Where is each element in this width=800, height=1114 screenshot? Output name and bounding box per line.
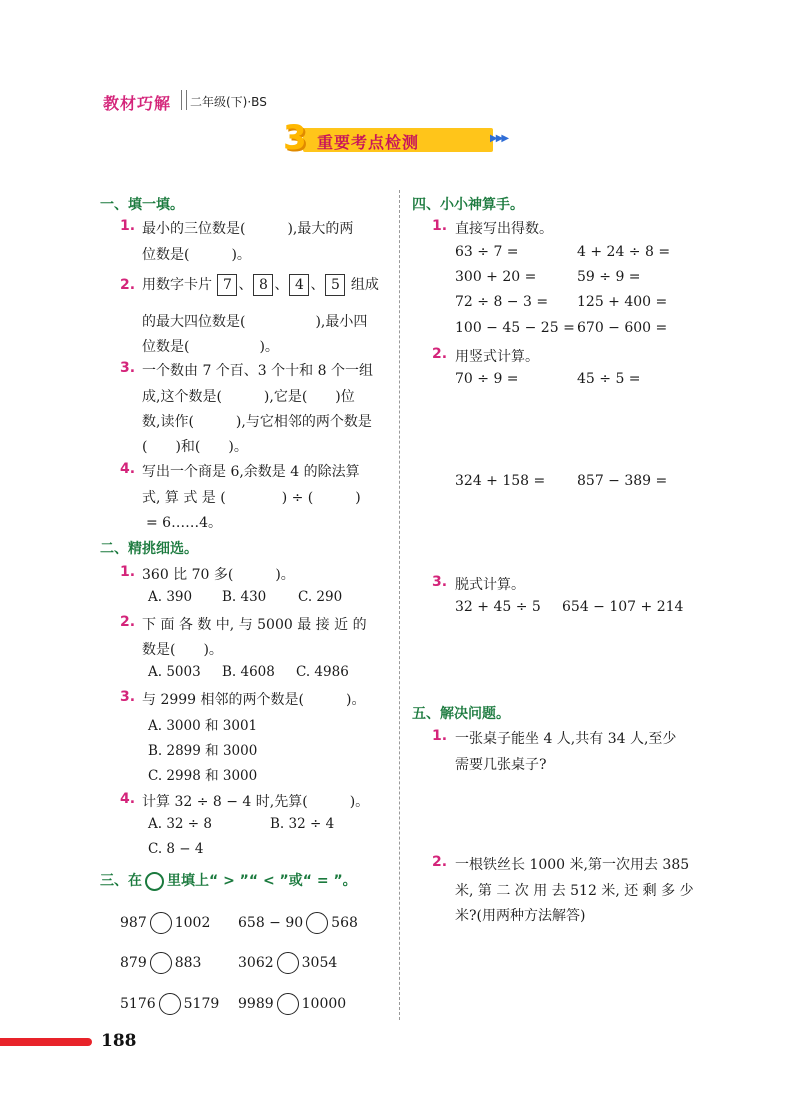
question-text: 需要几张桌子?	[455, 757, 547, 773]
number-card: 8	[253, 274, 273, 296]
option: C. 2998 和 3000	[148, 768, 258, 784]
equation: 4 + 24 ÷ 8 =	[577, 244, 671, 260]
question-text	[142, 274, 379, 296]
question-text: 写出一个商是 6,余数是 4 的除法算	[142, 464, 360, 480]
question-text: 成,这个数是( ),它是( )位	[142, 389, 355, 405]
question-text: 米?(用两种方法解答)	[455, 908, 586, 924]
question-number: 2.	[432, 346, 448, 362]
separator: 、	[238, 277, 253, 293]
question-number: 3.	[432, 574, 448, 590]
question-text: 与 2999 相邻的两个数是( )。	[142, 692, 366, 708]
option: B. 4608	[222, 664, 275, 680]
arrow-icon: ▶▶▶	[490, 133, 508, 144]
circle-icon	[145, 872, 164, 891]
question-text: 数是( )。	[142, 642, 223, 658]
compare-right: 3054	[301, 955, 338, 971]
number-card: 4	[289, 274, 309, 296]
question-number: 3.	[120, 689, 136, 705]
section-banner	[283, 118, 523, 158]
question-text-a: 用数字卡片	[142, 277, 212, 293]
question-text: 脱式计算。	[455, 577, 525, 593]
separator: 、	[310, 277, 325, 293]
compare-left: 9989	[238, 996, 274, 1012]
compare-item	[120, 912, 210, 934]
compare-item	[120, 952, 201, 974]
grade-label: 二年级(下)·BS	[190, 95, 267, 109]
compare-right: 5179	[183, 996, 220, 1012]
question-text: 数,读作( ),与它相邻的两个数是	[142, 414, 372, 430]
compare-item	[238, 993, 346, 1015]
question-number: 4.	[120, 461, 136, 477]
option: C. 4986	[296, 664, 349, 680]
option: B. 32 ÷ 4	[270, 816, 335, 832]
section-title-part: 三、在	[100, 873, 142, 889]
option: B. 430	[222, 589, 267, 605]
section-title-part: 里填上“ > ”“ < ”或“ = ”。	[167, 873, 357, 889]
question-number: 4.	[120, 791, 136, 807]
banner-title: 重要考点检测	[317, 133, 420, 152]
compare-right: 1002	[174, 915, 211, 931]
section-title-calc: 四、小小神算手。	[412, 197, 524, 213]
compare-left: 658 − 90	[238, 915, 304, 931]
answer-circle[interactable]	[159, 993, 181, 1015]
equation: 63 ÷ 7 =	[455, 244, 519, 260]
question-text: 计算 32 ÷ 8 − 4 时,先算( )。	[142, 794, 370, 810]
compare-left: 5176	[120, 996, 156, 1012]
section-title-compare	[100, 870, 357, 891]
question-number: 2.	[120, 277, 136, 293]
option: C. 290	[298, 589, 343, 605]
compare-right: 568	[331, 915, 358, 931]
answer-circle[interactable]	[277, 993, 299, 1015]
equation: 45 ÷ 5 =	[577, 371, 641, 387]
compare-left: 879	[120, 955, 147, 971]
answer-circle[interactable]	[306, 912, 328, 934]
answer-circle[interactable]	[150, 952, 172, 974]
equation: 32 + 45 ÷ 5	[455, 599, 541, 615]
compare-right: 883	[174, 955, 202, 971]
question-number: 1.	[120, 564, 136, 580]
compare-item	[238, 952, 337, 974]
option: A. 3000 和 3001	[148, 718, 258, 734]
question-text: 用竖式计算。	[455, 349, 539, 365]
compare-item	[120, 993, 219, 1015]
question-text: 直接写出得数。	[455, 221, 553, 237]
section-title-choice: 二、精挑细选。	[100, 541, 198, 557]
equation: 59 ÷ 9 =	[577, 269, 641, 285]
equation: 324 + 158 =	[455, 473, 546, 489]
section-title-problems: 五、解决问题。	[412, 706, 510, 722]
option: A. 390	[148, 589, 193, 605]
question-number: 1.	[432, 218, 448, 234]
number-card: 5	[325, 274, 345, 296]
question-text: 360 比 70 多( )。	[142, 567, 295, 583]
compare-left: 987	[120, 915, 147, 931]
question-text: 位数是( )。	[142, 247, 251, 263]
question-text-b: 组成	[350, 277, 379, 293]
question-text: 一个数由 7 个百、3 个十和 8 个一组	[142, 363, 373, 379]
compare-item	[238, 912, 358, 934]
question-number: 1.	[432, 728, 448, 744]
equation: 654 − 107 + 214	[562, 599, 684, 615]
equation: 72 ÷ 8 − 3 =	[455, 294, 549, 310]
separator: 、	[274, 277, 289, 293]
equation: 670 − 600 =	[577, 320, 668, 336]
equation: 100 − 45 − 25 =	[455, 320, 575, 336]
question-number: 2.	[432, 854, 448, 870]
banner-number: 3	[283, 118, 307, 158]
brand-title: 教材巧解	[103, 94, 172, 113]
question-text: 的最大四位数是( ),最小四	[142, 314, 368, 330]
question-text: 位数是( )。	[142, 339, 279, 355]
equation: 300 + 20 =	[455, 269, 537, 285]
section-title-fill: 一、填一填。	[100, 197, 184, 213]
question-number: 3.	[120, 360, 136, 376]
compare-left: 3062	[238, 955, 274, 971]
option: A. 5003	[148, 664, 201, 680]
equation: 70 ÷ 9 =	[455, 371, 519, 387]
column-divider	[399, 190, 400, 1020]
option: A. 32 ÷ 8	[148, 816, 212, 832]
compare-right: 10000	[301, 996, 347, 1012]
answer-circle[interactable]	[277, 952, 299, 974]
question-text: 下 面 各 数 中, 与 5000 最 接 近 的	[142, 617, 367, 633]
equation: 857 − 389 =	[577, 473, 668, 489]
page-number: 188	[101, 1031, 137, 1051]
question-text: 式, 算 式 是 ( ) ÷ ( )	[142, 490, 361, 506]
question-text: 一根铁丝长 1000 米,第一次用去 385	[455, 857, 690, 873]
question-number: 2.	[120, 614, 136, 630]
footer-bar	[0, 1038, 92, 1046]
answer-circle[interactable]	[150, 912, 172, 934]
question-text: 米, 第 二 次 用 去 512 米, 还 剩 多 少	[455, 883, 694, 899]
header-separator	[181, 90, 187, 110]
question-text: ( )和( )。	[142, 439, 248, 455]
option: C. 8 − 4	[148, 841, 204, 857]
question-text: 最小的三位数是( ),最大的两	[142, 221, 354, 237]
question-text: = 6……4。	[146, 515, 222, 531]
question-number: 1.	[120, 218, 136, 234]
equation: 125 + 400 =	[577, 294, 668, 310]
question-text: 一张桌子能坐 4 人,共有 34 人,至少	[455, 731, 677, 747]
number-card: 7	[217, 274, 237, 296]
option: B. 2899 和 3000	[148, 743, 258, 759]
